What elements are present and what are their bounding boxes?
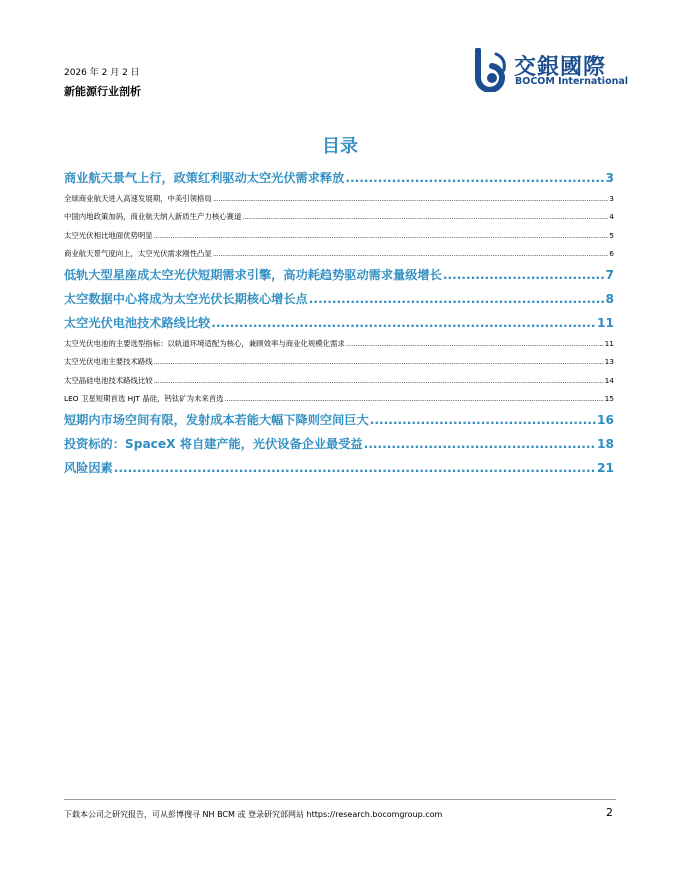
toc-leader-dots [154,353,604,371]
toc-entry-page: 6 [609,248,614,258]
toc-entry-page: 5 [609,230,614,240]
toc-entry-page: 16 [597,413,614,428]
toc-entry-title: 太空数据中心将成为太空光伏长期核心增长点 [64,292,308,307]
toc-subsection-link[interactable] [64,335,614,353]
toc-entry-title: 中国内地政策加码，商业航天纳入新质生产力核心赛道 [64,212,242,222]
toc-subsection-link[interactable] [64,372,614,390]
toc-leader-dots [154,227,609,245]
toc-leader-dots [154,372,604,390]
report-sector: 新能源行业剖析 [64,85,141,98]
toc-entry-page: 21 [597,461,614,476]
toc-entry-title: 太空光伏电池技术路线比较 [64,316,211,331]
toc-entry-page: 18 [597,437,614,452]
toc-section-link[interactable] [64,311,614,335]
toc-subsection-link[interactable] [64,190,614,208]
toc-leader-dots [346,335,604,353]
toc-entry-page: 11 [597,316,614,331]
logo-chinese-name: 交銀國際 [514,55,607,80]
toc-subsection-link[interactable] [64,227,614,245]
table-of-contents [64,166,614,480]
toc-leader-dots [114,456,596,480]
toc-leader-dots [211,311,596,335]
toc-entry-title: 全球商业航天进入高速发展期，中美引领格局 [64,194,212,203]
toc-section-link[interactable] [64,287,614,311]
toc-section-link[interactable] [64,432,614,456]
toc-leader-dots [364,432,596,456]
toc-subsection-link[interactable] [64,245,614,263]
toc-leader-dots [443,263,605,287]
toc-entry-page: 4 [609,212,614,222]
toc-entry-page: 7 [605,268,614,283]
toc-leader-dots [345,166,604,190]
footer-divider [64,799,616,800]
toc-entry-title: 太空光伏相比地面优势明显 [64,230,153,240]
toc-leader-dots [213,245,608,263]
toc-subsection-link[interactable] [64,390,614,408]
toc-entry-title: 投资标的：SpaceX 将自建产能，光伏设备企业最受益 [64,437,363,452]
toc-leader-dots [370,408,596,432]
toc-entry-title: 太空晶硅电池技术路线比较 [64,375,153,385]
toc-entry-title: 商业航天景气度向上，太空光伏需求刚性凸显 [64,248,212,258]
toc-entry-title: 短期内市场空间有限，发射成本若能大幅下降则空间巨大 [64,413,369,428]
toc-entry-page: 13 [604,357,614,367]
toc-section-link[interactable] [64,263,614,287]
toc-entry-title: 太空光伏电池主要技术路线 [64,357,153,367]
toc-entry-title: 低轨大型星座成太空光伏短期需求引擎，高功耗趋势驱动需求量级增长 [64,268,442,283]
toc-leader-dots [309,287,605,311]
toc-entry-page: 8 [605,292,614,307]
toc-section-link[interactable] [64,166,614,190]
toc-title: 目录 [322,136,358,157]
toc-entry-page: 15 [604,394,614,404]
toc-section-link[interactable] [64,408,614,432]
toc-entry-page: 3 [609,194,614,203]
footer-note: 下载本公司之研究报告，可从彭博搜寻 NH BCM 或 登录研究部网站 https://research.bocomgroup.com [64,810,443,819]
page-number: 2 [606,806,613,819]
bocom-logo [474,48,629,92]
toc-entry-page: 3 [605,171,614,185]
bocom-logo-icon [474,48,514,92]
toc-entry-title: LEO 卫星短期首选 HJT 晶硅，钙钛矿为未来首选 [64,394,224,404]
toc-leader-dots [213,190,608,208]
toc-entry-page: 14 [604,375,614,385]
toc-entry-title: 太空光伏电池的主要选型指标：以轨道环境适配为核心，兼顾效率与商业化规模化需求 [64,339,345,349]
toc-entry-title: 商业航天景气上行，政策红利驱动太空光伏需求释放 [64,171,345,185]
toc-section-link[interactable] [64,456,614,480]
toc-leader-dots [225,390,604,408]
toc-subsection-link[interactable] [64,353,614,371]
toc-entry-page: 11 [604,339,614,349]
toc-subsection-link[interactable] [64,208,614,226]
report-date: 2026 年 2 月 2 日 [64,68,140,78]
logo-english-name: BOCOM International [515,76,629,87]
toc-entry-title: 风险因素 [64,461,113,476]
toc-leader-dots [242,208,608,226]
